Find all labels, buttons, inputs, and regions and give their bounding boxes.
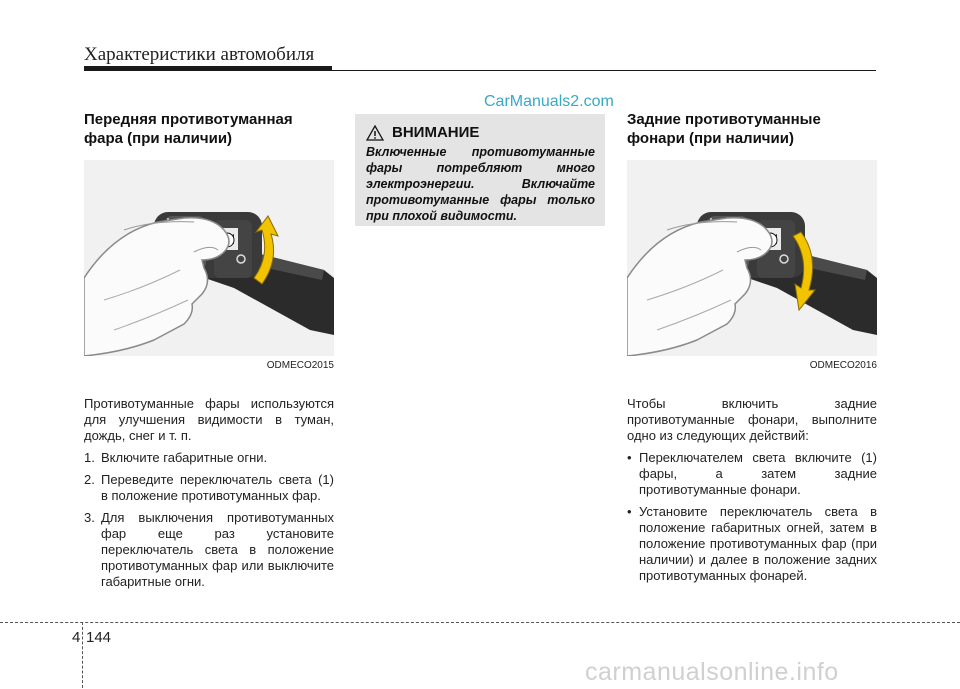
list-item bbox=[627, 450, 877, 498]
left-body bbox=[84, 396, 334, 590]
step-number: 3. bbox=[84, 510, 95, 525]
page-number: 144 bbox=[86, 629, 112, 646]
stalk-image bbox=[84, 160, 334, 356]
bullet-text: Установите переключатель света в положение габаритных огней, затем в положение противотуманных фар (при наличии) и далее в положение задних противотуманных фонарей. bbox=[639, 504, 877, 583]
stalk-image bbox=[627, 160, 877, 356]
bullet-dot: • bbox=[627, 450, 632, 465]
step-text: Включите габаритные огни. bbox=[101, 450, 268, 465]
warning-title: ВНИМАНИЕ bbox=[392, 124, 480, 141]
step-text: Для выключения противотуманных фар еще раз установите переключатель света в положение противотуманных фар или выключите габаритные огни. bbox=[101, 510, 334, 589]
warning-text: Включенные противотуманные фары потребляют много электроэнергии. Включайте противотуманные фары только при плохой видимости. bbox=[366, 145, 595, 223]
left-stalk-illustration bbox=[84, 160, 334, 356]
step-number: 2. bbox=[84, 472, 95, 487]
header-rule-thin bbox=[332, 70, 876, 71]
left-column bbox=[84, 110, 334, 596]
right-column bbox=[627, 110, 877, 590]
watermark-link[interactable]: CarManuals2.com bbox=[484, 93, 614, 110]
bullet-text: Переключателем света включите (1) фары, а затем задние противотуманные фонари. bbox=[639, 450, 877, 497]
right-image-code: ODMECO2016 bbox=[809, 360, 877, 371]
list-item bbox=[627, 504, 877, 584]
step-number: 1. bbox=[84, 450, 95, 465]
warning-header bbox=[366, 124, 595, 141]
list-item bbox=[84, 510, 334, 590]
step-text: Переведите переключатель света (1) в положение противотуманных фар. bbox=[101, 472, 334, 503]
left-image-code: ODMECO2015 bbox=[266, 360, 334, 371]
left-section-title: Передняя противотуманная фара (при наличии) bbox=[84, 111, 293, 147]
right-body bbox=[627, 396, 877, 584]
left-intro: Противотуманные фары используются для улучшения видимости в туман, дождь, снег и т. п. bbox=[84, 396, 334, 443]
list-item bbox=[84, 472, 334, 504]
right-stalk-illustration bbox=[627, 160, 877, 356]
header-rule-thick bbox=[84, 66, 332, 71]
right-intro: Чтобы включить задние противотуманные фонари, выполните одно из следующих действий: bbox=[627, 396, 877, 443]
list-item bbox=[84, 450, 334, 466]
warning-box bbox=[355, 114, 605, 226]
warning-triangle-icon bbox=[366, 125, 384, 141]
site-watermark: carmanualsonline.info bbox=[585, 658, 839, 686]
header-title: Характеристики автомобиля bbox=[84, 44, 315, 65]
left-steps bbox=[84, 450, 334, 590]
right-bullets bbox=[627, 450, 877, 584]
right-section-title: Задние противотуманные фонари (при наличии) bbox=[627, 111, 821, 147]
footer-rule bbox=[0, 622, 960, 623]
chapter-number: 4 bbox=[72, 629, 81, 646]
bullet-dot: • bbox=[627, 504, 632, 519]
footer-divider bbox=[82, 622, 83, 688]
